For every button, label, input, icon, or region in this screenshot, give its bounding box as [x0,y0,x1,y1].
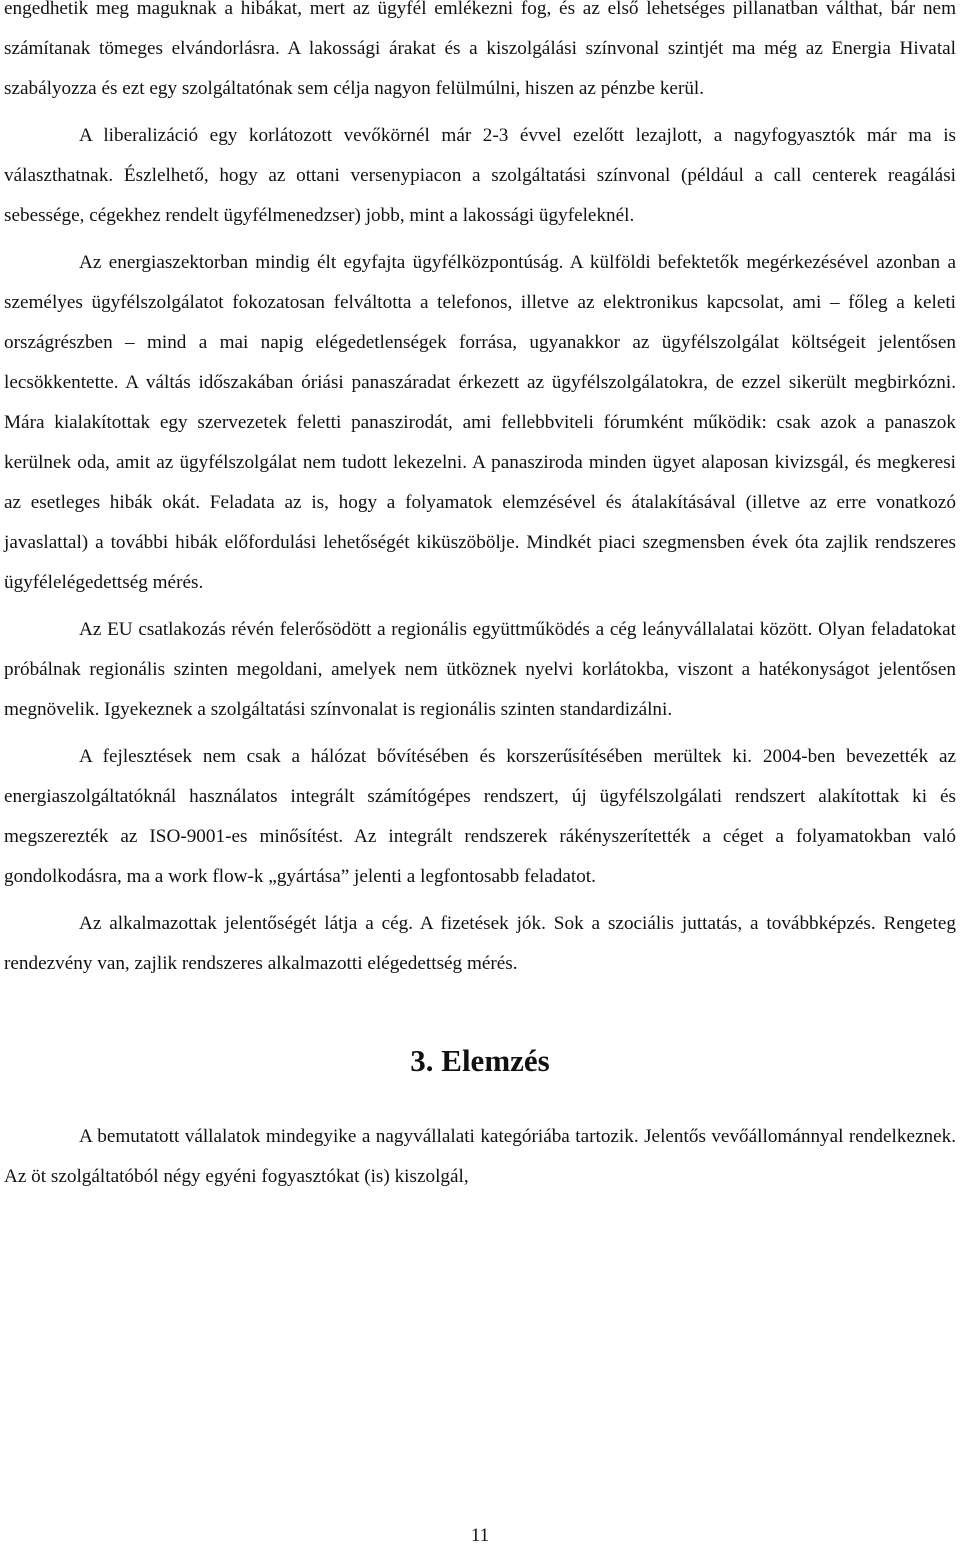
page-body [4,0,956,1204]
paragraph-customer-focus: Az energiaszektorban mindig élt egyfajta ügyfélközpontúság. A külföldi befektetők megérkezésével azonban a személyes ügyfélszolgálatot fokozatosan felváltotta a telefonos, illetve az elektronikus kapcsolat, ami – főleg a keleti országrészben – mind a mai napig elégedetlenségek forrása, ugyanakkor az ügyfélszolgálat költségeit jelentősen lecsökkentette. A váltás időszakában óriási panaszáradat érkezett az ügyfélszolgálatokra, de ezzel sikerült megbirkózni. Mára kialakítottak egy szervezetek feletti panaszirodát, ami fellebbviteli fórumként működik: csak azok a panaszok kerülnek oda, amit az ügyfélszolgálat nem tudott lekezelni. A panasziroda minden ügyet alaposan kivizsgál, és megkeresi az esetleges hibák okát. Feladata az is, hogy a folyamatok elemzésével és átalakításával (illetve az erre vonatkozó javaslattal) a további hibák előfordulási lehetőségét kiküszöbölje. Mindkét piaci szegmensben évek óta zajlik rendszeres ügyfélelégedettség mérés. [4,252,956,593]
paragraph-continuation: engedhetik meg maguknak a hibákat, mert az ügyfél emlékezni fog, és az első lehetséges pillanatban válthat, bár nem számítanak tömeges elvándorlásra. A lakossági árakat és a kiszolgálási színvonal szintjét ma még az Energia Hivatal szabályozza és ezt egy szolgáltatónak sem célja nagyon felülmúlni, hiszen az pénzbe kerül. [4,0,956,99]
paragraph-analysis: A bemutatott vállalatok mindegyike a nagyvállalati kategóriába tartozik. Jelentős vevőállománnyal rendelkeznek. Az öt szolgáltatóból négy egyéni fogyasztókat (is) kiszolgál, [4,1126,956,1187]
paragraph-employees: Az alkalmazottak jelentőségét látja a cég. A fizetések jók. Sok a szociális juttatás, a továbbképzés. Rengeteg rendezvény van, zajlik rendszeres alkalmazotti elégedettség mérés. [4,913,956,974]
paragraph-liberalization: A liberalizáció egy korlátozott vevőkörnél már 2-3 évvel ezelőtt lezajlott, a nagyfogyasztók már ma is választhatnak. Észlelhető, hogy az ottani versenypiacon a szolgáltatási színvonal (például a call centerek reagálási sebessége, cégekhez rendelt ügyfélmenedzser) jobb, mint a lakossági ügyfeleknél. [4,125,956,226]
page-number: 11 [470,1525,490,1546]
section-heading: 3. Elemzés [410,1043,550,1078]
paragraph-eu-cooperation: Az EU csatlakozás révén felerősödött a regionális együttműködés a cég leányvállalatai között. Olyan feladatokat próbálnak regionális szinten megoldani, amelyek nem ütköznek nyelvi korlátokba, viszont a hatékonyságot jelentősen megnövelik. Igyekeznek a szolgáltatási színvonalat is regionális szinten standardizálni. [4,619,956,720]
paragraph-developments: A fejlesztések nem csak a hálózat bővítésében és korszerűsítésében merültek ki. 2004-ben bevezették az energiaszolgáltatóknál használatos integrált számítógépes rendszert, új ügyfélszolgálati rendszert alakítottak ki és megszerezték az ISO-9001-es minősítést. Az integrált rendszerek rákényszerítették a céget a folyamatokban való gondolkodásra, ma a work flow-k „gyártása” jelenti a legfontosabb feladatot. [4,746,956,887]
